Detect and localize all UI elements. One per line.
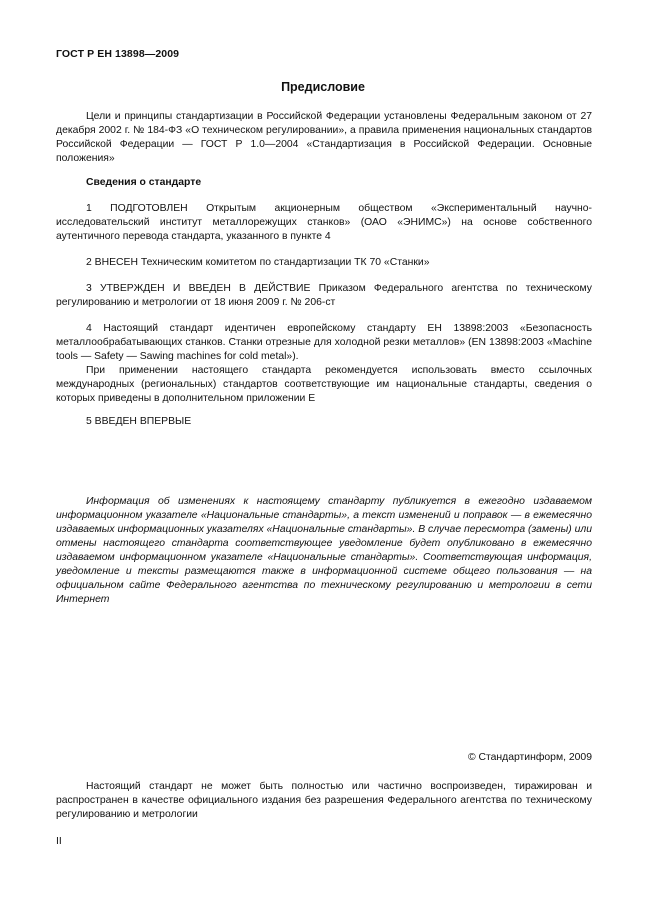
item-1 [56, 202, 592, 244]
notice-section [56, 495, 592, 607]
item-paragraph: 3 УТВЕРЖДЕН И ВВЕДЕН В ДЕЙСТВИЕ Приказом Федерального агентства по техническому регулированию и метрологии от 18 июня 2009 г. № 206-ст [56, 283, 592, 308]
document-id-header: ГОСТ Р ЕН 13898—2009 [56, 48, 180, 60]
intro-section [56, 110, 592, 166]
item-2 [56, 256, 592, 270]
item-paragraph: 5 ВВЕДЕН ВПЕРВЫЕ [86, 416, 192, 427]
reproduction-section [56, 780, 592, 822]
item-paragraph: 4 Настоящий стандарт идентичен европейскому стандарту ЕН 13898:2003 «Безопасность металлообрабатывающих станков. Станки отрезные для холодной резки металлов» (EN 13898:2003 «Machine tools — Safety — Sawing machines for cold metal»). [56, 323, 592, 362]
page-title: Предисловие [281, 80, 365, 94]
intro-paragraph: Цели и принципы стандартизации в Российской Федерации установлены Федеральным законом от 27 декабря 2002 г. № 184-ФЗ «О техническом регулировании», а правила применения национальных стандартов Российской Федерации — ГОСТ Р 1.0—2004 «Стандартизация в Российской Федерации. Основные положения» [56, 111, 592, 164]
page-number: II [56, 836, 62, 847]
item-4 [56, 322, 592, 406]
item-paragraph: 1 ПОДГОТОВЛЕН Открытым акционерным обществом «Экспериментальный научно-исследовательский институт металлорежущих станков» (ОАО «ЭНИМС») на основе собственного аутентичного перевода стандарта, указанного в пункте 4 [56, 203, 592, 242]
notice-paragraph: Информация об изменениях к настоящему стандарту публикуется в ежегодно издаваемом информационном указателе «Национальные стандарты», а текст изменений и поправок — в ежемесячно издаваемых информационных указателях «Национальные стандарты». В случае пересмотра (замены) или отмены настоящего стандарта соответствующее уведомление будет опубликовано в ежемесячно издаваемом информационном указателе «Национальные стандарты». Соответствующая информация, уведомление и тексты размещаются также в информационной системе общего пользования — на официальном сайте Федерального агентства по техническому регулированию и метрологии в сети Интернет [56, 496, 592, 605]
section-heading: Сведения о стандарте [86, 177, 202, 188]
copyright-line: © Стандартинформ, 2009 [467, 752, 592, 763]
item-paragraph: 2 ВНЕСЕН Техническим комитетом по стандартизации ТК 70 «Станки» [86, 257, 430, 268]
item-5 [56, 415, 592, 429]
item-3 [56, 282, 592, 310]
reproduction-paragraph: Настоящий стандарт не может быть полностью или частично воспроизведен, тиражирован и распространен в качестве официального издания без разрешения Федерального агентства по техническому регулированию и метрологии [56, 781, 592, 820]
item-paragraph-continuation: При применении настоящего стандарта рекомендуется использовать вместо ссылочных международных (региональных) стандартов соответствующие им национальные стандарты, сведения о которых приведены в дополнительном приложении Е [56, 365, 592, 404]
